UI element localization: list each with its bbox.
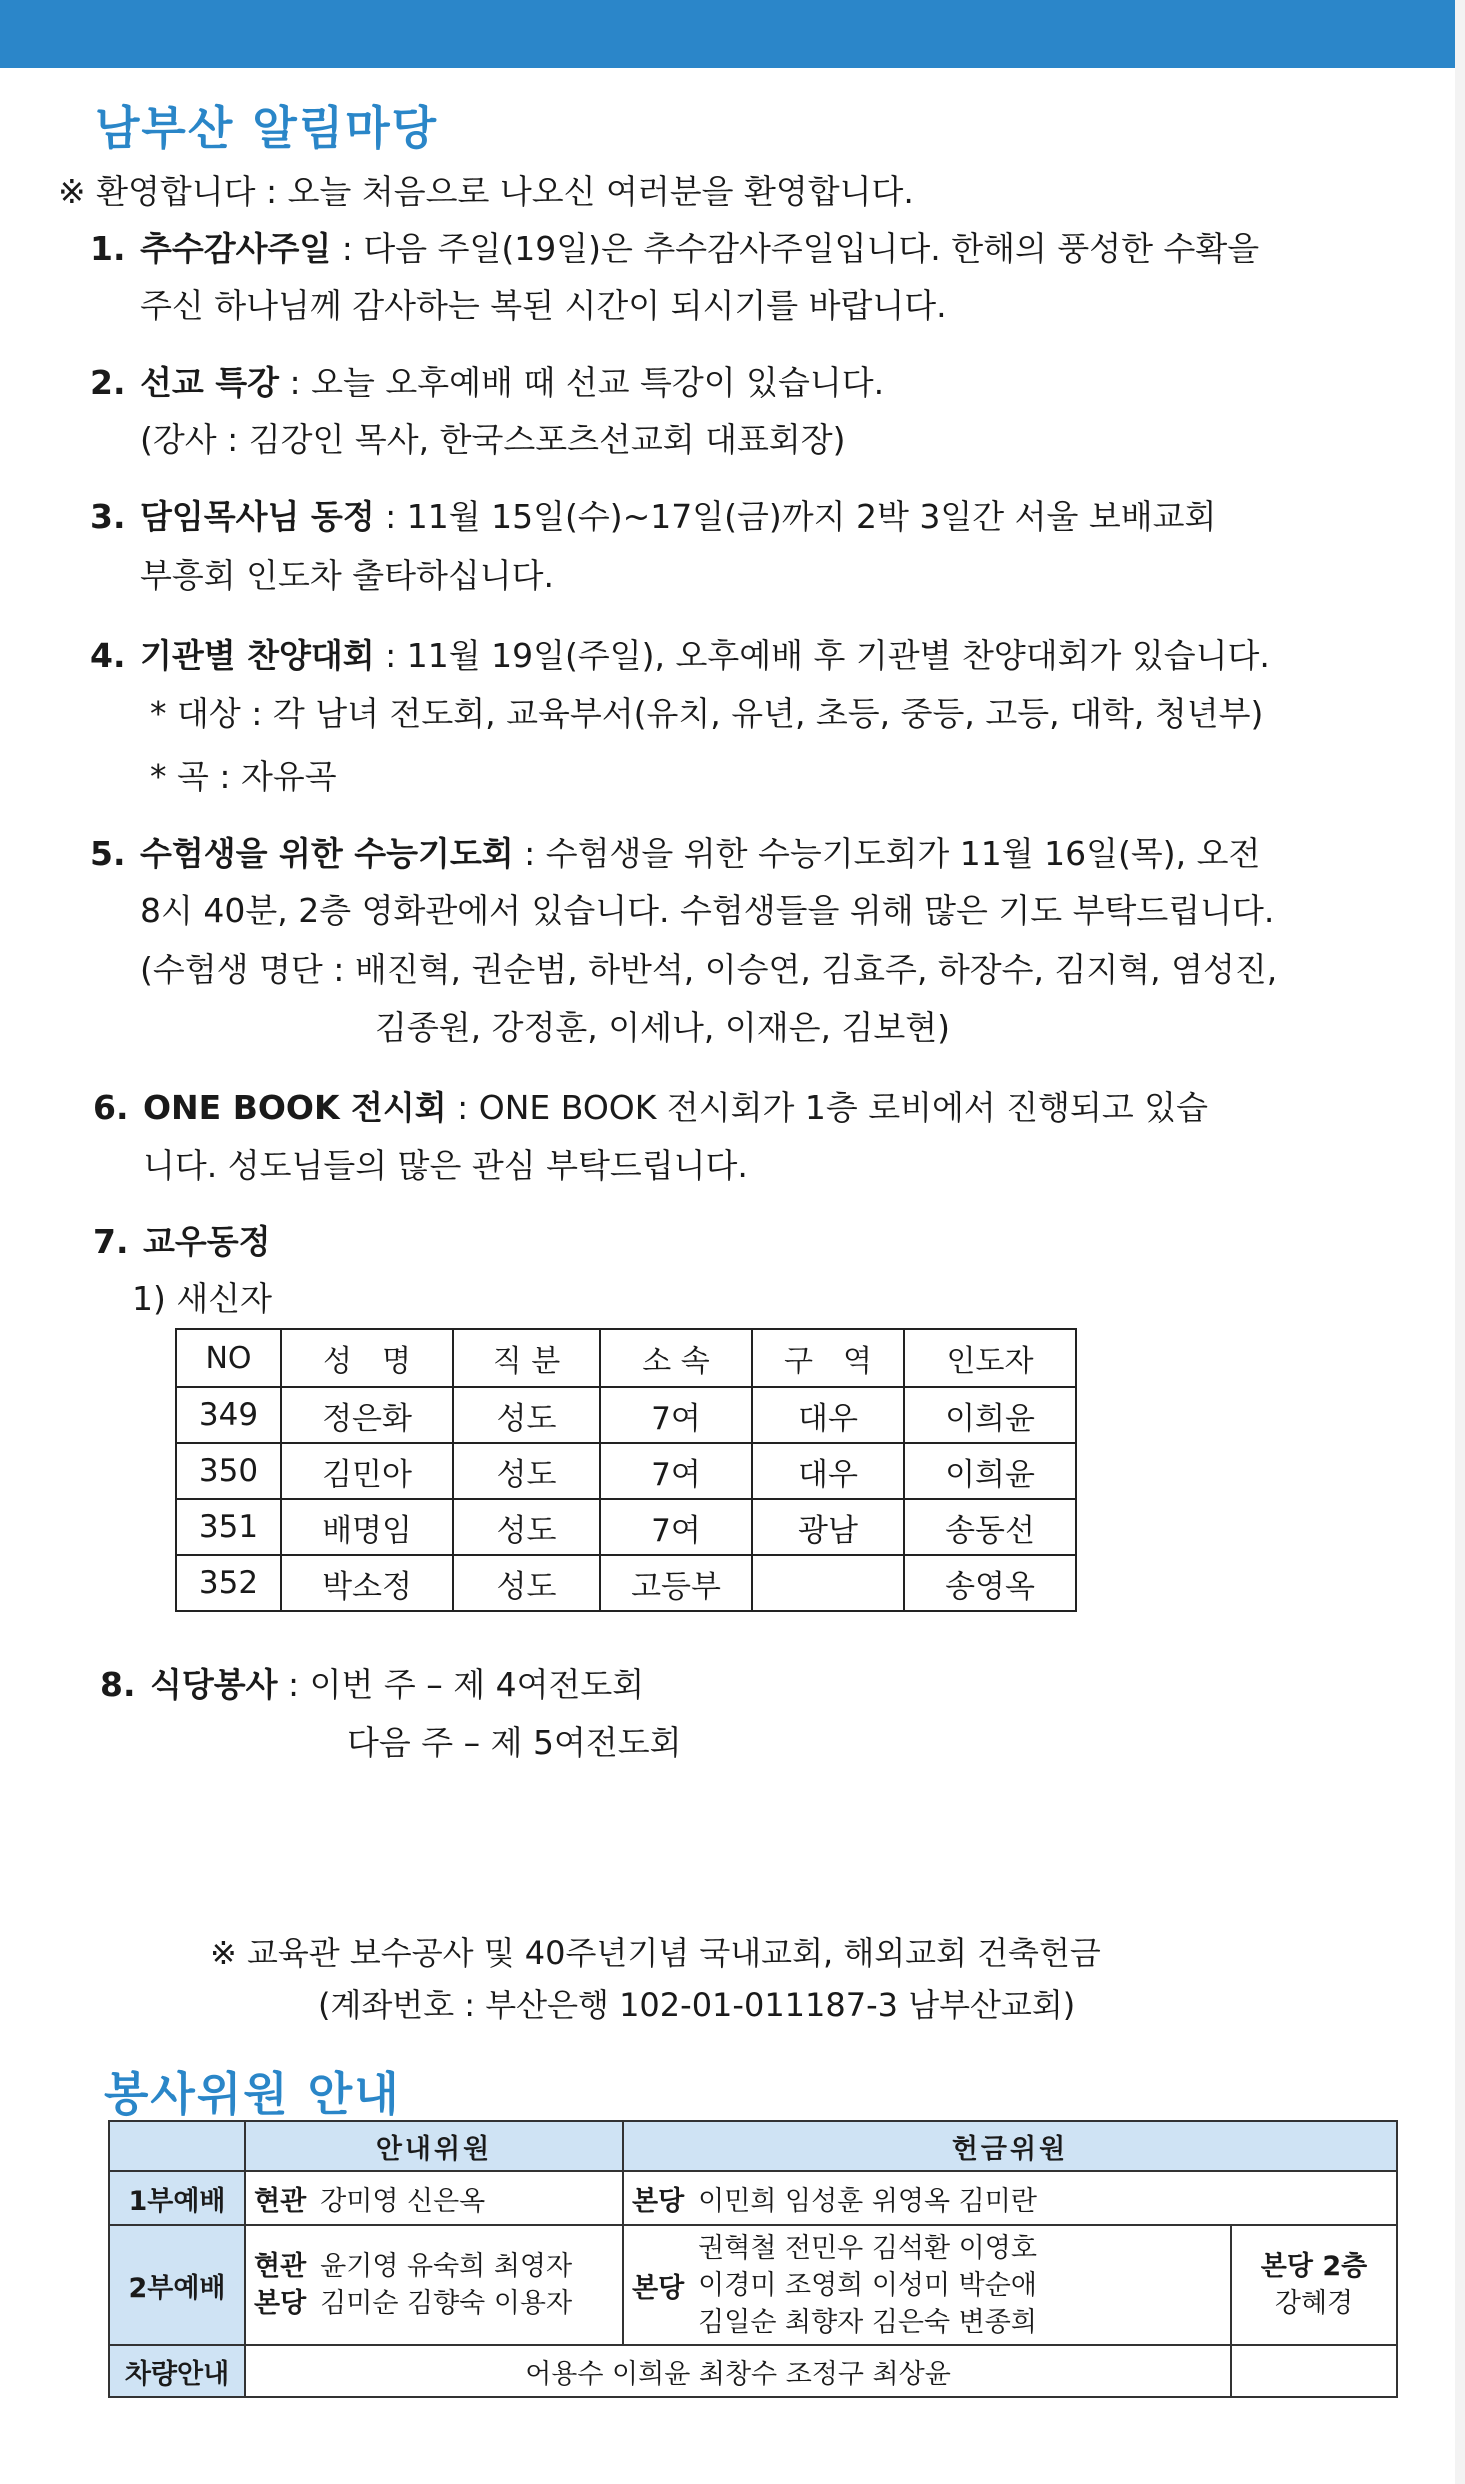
table-row	[176, 1499, 1076, 1555]
item-1-cont: 주신 하나님께 감사하는 복된 시간이 되시기를 바랍니다.	[140, 286, 947, 325]
item-2	[90, 363, 884, 403]
offering-cell	[623, 2171, 1397, 2225]
item-3	[90, 497, 1216, 537]
item-6	[93, 1088, 1208, 1128]
place-label: 현관	[254, 2185, 307, 2217]
service-title: 봉사위원 안내	[104, 2067, 401, 2121]
item-number: 8.	[100, 1665, 136, 1704]
account-number: (계좌번호 : 부산은행 102-01-011187-3 남부산교회)	[318, 1986, 1076, 2024]
item-number: 3.	[90, 497, 126, 536]
item-number: 7.	[93, 1222, 129, 1261]
item-1	[90, 229, 1259, 269]
item-6-cont: 니다. 성도님들의 많은 관심 부탁드립니다.	[143, 1146, 748, 1185]
item-label: 담임목사님 동정	[140, 497, 375, 536]
table-row	[176, 1443, 1076, 1499]
welcome-line: ※ 환영합니다 : 오늘 처음으로 나오신 여러분을 환영합니다.	[58, 172, 914, 211]
table-cell: 350	[176, 1443, 281, 1499]
names: 강미영 신은옥	[320, 2185, 486, 2217]
col-header: 구 역	[752, 1329, 904, 1387]
item-label: 추수감사주일	[140, 229, 332, 268]
item-4-song: * 곡 : 자유곡	[150, 757, 337, 796]
service-header-row	[109, 2121, 1397, 2171]
table-cell: 이희윤	[904, 1443, 1076, 1499]
item-7	[93, 1222, 271, 1262]
names: 강혜경	[1274, 2288, 1354, 2319]
col-header: NO	[176, 1329, 281, 1387]
table-cell: 송동선	[904, 1499, 1076, 1555]
offering-cell	[623, 2225, 1231, 2345]
item-5	[90, 834, 1260, 874]
item-text: : ONE BOOK 전시회가 1층 로비에서 진행되고 있습	[446, 1088, 1209, 1127]
item-number: 5.	[90, 834, 126, 873]
col-header: 소 속	[600, 1329, 752, 1387]
page-edge	[1455, 0, 1465, 2484]
names: 김미순 김향숙 이용자	[320, 2288, 573, 2319]
table-cell: 이희윤	[904, 1387, 1076, 1443]
usher-line	[254, 2285, 572, 2322]
service-row-second	[109, 2225, 1397, 2345]
table-cell: 7여	[600, 1499, 752, 1555]
place-label: 현관	[254, 2251, 307, 2282]
item-label: 식당봉사	[150, 1665, 278, 1704]
car-names: 어용수 이희윤 최창수 조정구 최상윤	[245, 2345, 1231, 2397]
table-cell: 송영옥	[904, 1555, 1076, 1611]
table-cell: 배명임	[281, 1499, 453, 1555]
blank-header	[109, 2121, 245, 2171]
item-5-list-cont: 김종원, 강정훈, 이세나, 이재은, 김보현)	[375, 1008, 950, 1047]
item-label: 기관별 찬양대회	[140, 636, 375, 675]
newcomer-subtitle: 1) 새신자	[132, 1279, 272, 1318]
table-cell: 대우	[752, 1387, 904, 1443]
item-number: 6.	[93, 1088, 129, 1127]
service-row-first	[109, 2171, 1397, 2225]
table-cell: 352	[176, 1555, 281, 1611]
item-number: 1.	[90, 229, 126, 268]
table-cell: 7여	[600, 1387, 752, 1443]
item-label: 선교 특강	[140, 363, 280, 402]
table-cell: 7여	[600, 1443, 752, 1499]
table-cell: 성도	[453, 1499, 600, 1555]
top-banner	[0, 0, 1455, 68]
item-8-cont: 다음 주 – 제 5여전도회	[347, 1723, 682, 1762]
names: 이경미 조영희 이성미 박순애	[698, 2269, 1037, 2301]
usher-cell	[245, 2171, 623, 2225]
table-row	[176, 1555, 1076, 1611]
extra-offering-cell	[1231, 2225, 1397, 2345]
table-cell: 광남	[752, 1499, 904, 1555]
item-3-cont: 부흥회 인도차 출타하십니다.	[140, 556, 555, 595]
table-header-row	[176, 1329, 1076, 1387]
table-cell: 349	[176, 1387, 281, 1443]
item-label: ONE BOOK 전시회	[143, 1088, 447, 1127]
item-8	[100, 1665, 644, 1705]
newcomer-table	[175, 1328, 1077, 1612]
table-cell: 대우	[752, 1443, 904, 1499]
col-header: 인도자	[904, 1329, 1076, 1387]
item-4	[90, 636, 1270, 676]
row-label: 차량안내	[109, 2345, 245, 2397]
col-header: 성 명	[281, 1329, 453, 1387]
table-cell: 351	[176, 1499, 281, 1555]
place-label: 본당	[632, 2185, 685, 2217]
col-header: 직 분	[453, 1329, 600, 1387]
service-table	[108, 2120, 1398, 2398]
item-number: 4.	[90, 636, 126, 675]
table-cell: 고등부	[600, 1555, 752, 1611]
table-row	[176, 1387, 1076, 1443]
item-text: : 수험생을 위한 수능기도회가 11월 16일(목), 오전	[513, 834, 1261, 873]
place-label: 본당 2층	[1260, 2251, 1368, 2282]
names: 김일순 최향자 김은숙 변종희	[698, 2306, 1037, 2338]
service-row-car	[109, 2345, 1397, 2397]
place-label: 본당	[632, 2272, 685, 2304]
table-cell: 성도	[453, 1387, 600, 1443]
table-cell: 김민아	[281, 1443, 453, 1499]
item-5-list: (수험생 명단 : 배진혁, 권순범, 하반석, 이승연, 김효주, 하장수, 김지혁, 염성진,	[140, 950, 1278, 989]
usher-header: 안내위원	[245, 2121, 623, 2171]
table-cell	[752, 1555, 904, 1611]
item-2-cont: (강사 : 김강인 목사, 한국스포츠선교회 대표회장)	[140, 420, 846, 459]
item-text: : 11월 15일(수)~17일(금)까지 2박 3일간 서울 보배교회	[374, 497, 1217, 536]
row-label: 2부예배	[109, 2225, 245, 2345]
building-fund-notice: ※ 교육관 보수공사 및 40주년기념 국내교회, 해외교회 건축헌금	[210, 1934, 1101, 1972]
item-text: : 오늘 오후예배 때 선교 특강이 있습니다.	[279, 363, 885, 402]
item-5-cont: 8시 40분, 2층 영화관에서 있습니다. 수험생들을 위해 많은 기도 부탁드립니다.	[140, 891, 1275, 930]
table-cell: 성도	[453, 1555, 600, 1611]
item-number: 2.	[90, 363, 126, 402]
table-cell: 박소정	[281, 1555, 453, 1611]
usher-line	[254, 2248, 572, 2285]
item-label: 수험생을 위한 수능기도회	[140, 834, 514, 873]
item-text: : 다음 주일(19일)은 추수감사주일입니다. 한해의 풍성한 수확을	[331, 229, 1260, 268]
table-cell: 정은화	[281, 1387, 453, 1443]
names: 권혁철 전민우 김석환 이영호	[698, 2232, 1037, 2264]
blank-cell	[1231, 2345, 1397, 2397]
usher-cell	[245, 2225, 623, 2345]
announcements-title: 남부산 알림마당	[95, 101, 439, 155]
place-label: 본당	[254, 2288, 307, 2319]
table-cell: 성도	[453, 1443, 600, 1499]
item-label: 교우동정	[143, 1222, 271, 1261]
names: 이민희 임성훈 위영옥 김미란	[698, 2185, 1037, 2217]
offering-header: 헌금위원	[623, 2121, 1397, 2171]
names: 윤기영 유숙희 최영자	[320, 2251, 573, 2282]
row-label: 1부예배	[109, 2171, 245, 2225]
item-text: : 11월 19일(주일), 오후예배 후 기관별 찬양대회가 있습니다.	[374, 636, 1270, 675]
item-4-target: * 대상 : 각 남녀 전도회, 교육부서(유치, 유년, 초등, 중등, 고등, 대학, 청년부)	[150, 694, 1264, 733]
item-text: : 이번 주 – 제 4여전도회	[277, 1665, 645, 1704]
